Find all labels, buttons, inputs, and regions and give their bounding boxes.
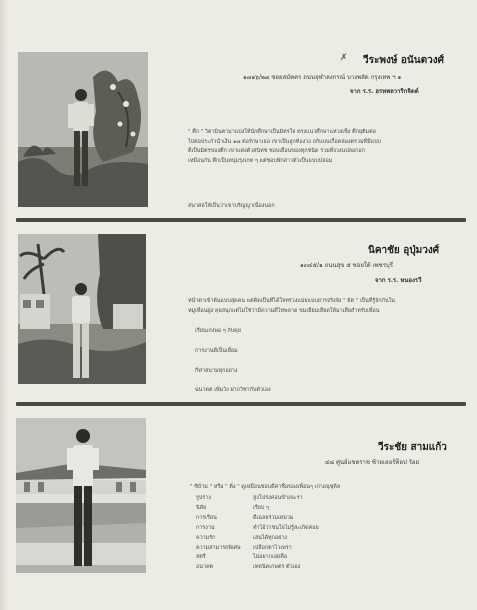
section-divider-2: [16, 402, 466, 406]
student-address-3: ๔๘ ศูนย์แชตราช ซ้ายเลอร์ท็อป ร้อย: [325, 459, 420, 466]
attribute-value: ไม่อยากเอ่ยคือ: [253, 554, 288, 561]
attribute-row: [196, 514, 319, 524]
student-name-2: นิคาชัย อุปุ่มวงศ์: [368, 245, 440, 256]
student-line-2-3: กีฬาสนามทุกอย่าง: [195, 368, 238, 374]
student-name-3: วีระชัย สามแก้ว: [378, 442, 447, 453]
student-school-2: จาก ร.ร. หนองรวี: [375, 277, 422, 284]
student-line-2-4: ฉนาคต เพิ่มวัง ฝากวิชากับตัวเอง: [195, 387, 271, 393]
paragraph-line: ดีเป็นมิตรของตึก เขาแต่งตัวสนิทช ชอบเยือนของทุกชนิด รวมทั้งวงนปลอกอก: [188, 148, 365, 155]
attribute-row: [196, 494, 319, 504]
attribute-value: เล่นได้ทุกอย่าง: [253, 534, 287, 541]
attribute-key: ความรัก: [196, 534, 216, 541]
signature-mark: ✗: [340, 53, 348, 63]
attribute-value: ทำไอ้ว่าชนใจไม่รู้สะเกิดค่อย: [253, 524, 319, 531]
student-address-1: ๑๗๑๖/๒๗ ซอยสมัคคร ถนนจุฬาลงกรณ์ บางพลัด กรุงเทพ ฯ ๑: [243, 74, 402, 81]
attribute-value: สูงโปร่งค่อนข้างจะรา: [253, 495, 303, 501]
student-closing-1: สนาศลให้เป็นว่าเขาบริญญาเนื่องนอก: [188, 203, 275, 209]
attribute-key: การเรียน: [196, 514, 217, 521]
attribute-value: เรียบ ๆ: [253, 504, 269, 511]
attribute-row: [196, 504, 319, 514]
student-photo-1: [18, 52, 148, 207]
student-line-2-1: เรียนเก่งพอ ๆ กับคุย: [195, 328, 241, 334]
student-attributes-3: [196, 494, 319, 573]
attribute-key: สตรี: [196, 554, 206, 561]
attribute-value: ดีเฉลยร่วมเหมวม: [253, 514, 294, 521]
attribute-key: การงาน: [196, 524, 215, 531]
student-photo-3: [16, 418, 146, 573]
student-paragraph-2: [188, 297, 463, 316]
student-intro-3: " ซิบ้าม " หรือ " ติ่ง " ดูเหมือนชอบดีค่าชื่อของเพื่อนๆ เก่าอนุชุคิล: [190, 484, 341, 490]
attribute-key: อนาคต: [196, 564, 214, 571]
attribute-value: เทคนิคเกษตร ตัวเอง: [253, 564, 301, 571]
student-school-1: จาก ร.ร. ฮรหพลวาริกจิตต์: [350, 88, 419, 95]
student-name-1: วีระพงษ์ อนันตวงศ์: [363, 55, 444, 66]
attribute-row: [196, 544, 319, 554]
attribute-key: รูปร่าง: [196, 495, 211, 501]
attribute-value: เปลือกตาไวเพรา: [253, 544, 292, 551]
attribute-row: [196, 534, 319, 544]
attribute-row: [196, 553, 319, 563]
paragraph-line: " ตึก " วิตามินตามาแบ่งให้นักศึกษาเป็นมิตรใจ ตรงแนวศึกษาแหวงเซ็ง ตึกยุติมต่อ: [188, 129, 376, 135]
attribute-row: [196, 524, 319, 534]
paragraph-line: หมู่เพื่อนฝูง คุยสนุกแต่ไม่ใช่ว่ามีความดีไทพลาด ชมเยี่ยมเสียดให้มาเสียสำหรับเพื่อน: [188, 307, 380, 314]
paragraph-line: ไปต่อประกัวน้ำเง็น ๑๗ ต่อรักษาเธอ เขาเป็นลูกท้องวง ถกิแบบเกื้อคล่องตรวมที่มีแบบ: [188, 138, 381, 145]
paragraph-line: เหมือนกัน ตึกเป็นหนุ่มรุงเกท ๆ แต่ชอบพักสาวตัวเป็นแบบปลอม: [188, 157, 333, 164]
attribute-key: นิสัย: [196, 504, 207, 511]
page-edge: [0, 0, 8, 610]
student-address-2: ๑๓๔๕/๑ ถนนสุข ๕ ซอยใต้ เพชรบุรี: [300, 262, 393, 269]
student-line-2-2: การงานดีเป็นเยี่ยม: [195, 348, 238, 354]
attribute-row: [196, 563, 319, 573]
paragraph-line: หน้าตาเข้าต้นแบบสุดคน แต่คิดเป็นที่ได้ใจทรวงแม่ยแบบยารจริงจัง " ยัต " เป็นที่รู้จักกันใน: [188, 298, 395, 304]
student-paragraph-1: [188, 128, 463, 166]
student-photo-2: [18, 234, 146, 384]
section-divider-1: [16, 218, 466, 222]
attribute-key: ความสามารถพิเศษ: [196, 544, 241, 551]
